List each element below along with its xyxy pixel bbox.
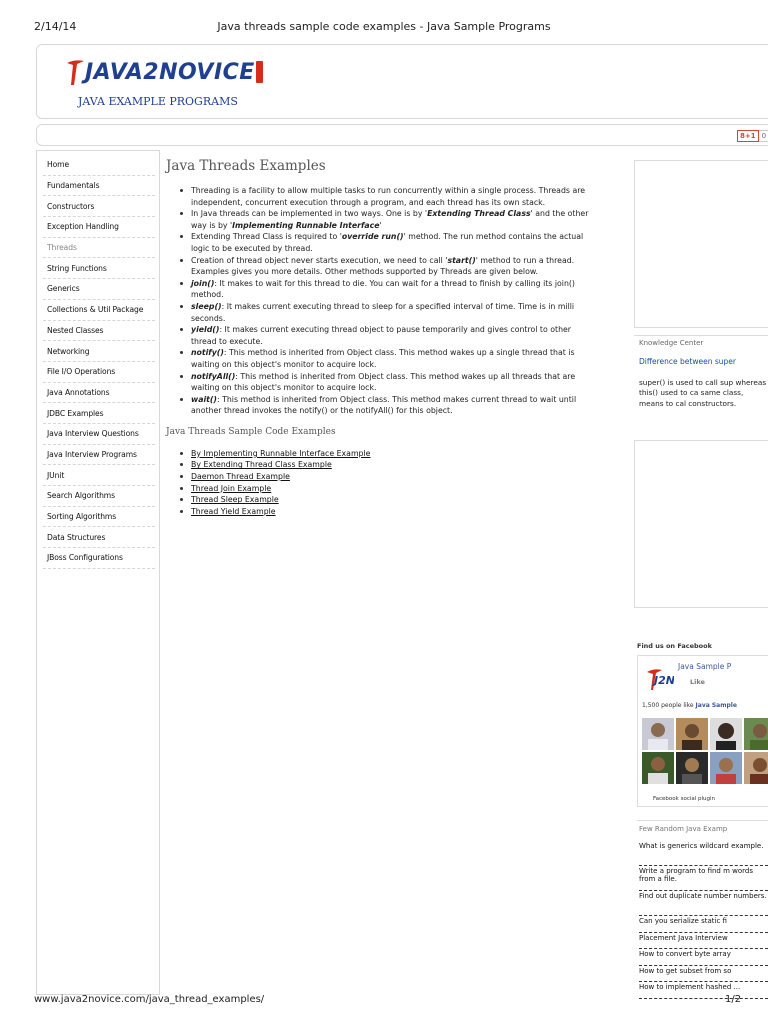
facebook-widget: [637, 655, 768, 807]
ad-slot-top[interactable]: [634, 160, 768, 328]
sidebar-item-interview-programs[interactable]: Java Interview Programs: [43, 445, 155, 466]
svg-text:J2N: J2N: [654, 674, 674, 687]
sidebar-item-nested-classes[interactable]: Nested Classes: [43, 321, 155, 342]
point-item: Creation of thread object never starts execution, we need to call 'start()' method to run a thread. Examples gives you more details. Other methods supported by Threads are given below.: [180, 255, 592, 278]
sidebar-item-collections[interactable]: Collections & Util Package: [43, 300, 155, 321]
print-header: [0, 0, 768, 40]
list-item: [180, 506, 596, 518]
sidebar-item-jdbc[interactable]: JDBC Examples: [43, 403, 155, 424]
print-title: Java threads sample code examples - Java Sample Programs: [217, 20, 551, 33]
random-example-item[interactable]: Placement Java Interview: [639, 933, 768, 950]
ad-slot-middle[interactable]: [634, 440, 768, 608]
avatar[interactable]: [676, 718, 708, 750]
gplus-label: 8+1: [737, 130, 759, 142]
print-date: 2/14/14: [34, 20, 77, 33]
print-page-number: 1/2: [725, 994, 742, 1005]
point-item: Extending Thread Class is required to 'override run()' method. The run method contains the actual logic to be executed by thread.: [180, 231, 592, 254]
point-item: notify(): This method is inherited from Object class. This method wakes up a single thread that is waiting on this object's monitor to acquire lock.: [180, 347, 592, 370]
list-item: [180, 448, 596, 460]
example-link-join[interactable]: Thread Join Example: [191, 483, 272, 493]
example-link-yield[interactable]: Thread Yield Example: [191, 506, 276, 516]
random-example-item[interactable]: Can you serialize static fi: [639, 916, 768, 933]
avatar[interactable]: [676, 752, 708, 784]
thread-points-list: [166, 185, 596, 417]
point-item: In Java threads can be implemented in two ways. One is by 'Extending Thread Class' and the other way is by 'Implementing Runnable Interface': [180, 208, 592, 231]
knowledge-center-label: Knowledge Center: [634, 335, 768, 347]
j2n-logo-icon: [644, 664, 674, 694]
random-example-item[interactable]: How to convert byte array: [639, 949, 768, 966]
list-item: [180, 459, 596, 471]
sidebar-item-exception-handling[interactable]: Exception Handling: [43, 217, 155, 238]
list-item: [180, 471, 596, 483]
sidebar-item-home[interactable]: Home: [43, 155, 155, 176]
sidebar-item-interview-questions[interactable]: Java Interview Questions: [43, 424, 155, 445]
sidebar-item-string-functions[interactable]: String Functions: [43, 258, 155, 279]
avatar[interactable]: [642, 718, 674, 750]
avatar[interactable]: [710, 752, 742, 784]
random-examples: [637, 820, 768, 999]
social-bar: [36, 124, 768, 146]
site-tagline: JAVA EXAMPLE PROGRAMS: [78, 95, 238, 108]
logo-badge-icon: [256, 61, 263, 83]
sidebar-item-jboss[interactable]: JBoss Configurations: [43, 548, 155, 569]
gplus-count: 0: [759, 130, 768, 142]
knowledge-center: [634, 335, 768, 422]
knowledge-center-text: super() is used to call sup whereas this() used to ca same class, means to cal constructors.: [639, 378, 767, 408]
print-url: www.java2novice.com/java_thread_examples/: [34, 994, 265, 1005]
sidebar-item-constructors[interactable]: Constructors: [43, 196, 155, 217]
examples-link-list: [166, 448, 596, 518]
sidebar-item-file-io[interactable]: File I/O Operations: [43, 362, 155, 383]
random-example-item[interactable]: How to get subset from so: [639, 966, 768, 983]
point-item: join(): It makes to wait for this thread to die. You can wait for a thread to finish by calling its join() method.: [180, 278, 592, 301]
avatar[interactable]: [744, 752, 768, 784]
sidebar-item-java-annotations[interactable]: Java Annotations: [43, 383, 155, 404]
random-examples-title: Few Random Java Examp: [639, 825, 728, 833]
avatar[interactable]: [642, 752, 674, 784]
random-example-item[interactable]: Write a program to find m words from a file.: [639, 866, 768, 891]
examples-subtitle: Java Threads Sample Code Examples: [166, 426, 336, 437]
fb-page-logo[interactable]: [644, 664, 674, 694]
sidebar-nav: [36, 150, 160, 995]
logo-swoosh-icon: [65, 57, 85, 87]
fb-page-name[interactable]: Java Sample P: [678, 662, 732, 671]
point-item: notifyAll(): This method is inherited from Object class. This method wakes up all threads that are waiting on this object's monitor to acquire lock.: [180, 371, 592, 394]
point-item: wait(): This method is inherited from Object class. This method makes current thread to wait until another thread invokes the notify() or the notifyAll() for this object.: [180, 394, 592, 417]
example-link-runnable[interactable]: By Implementing Runnable Interface Example: [191, 448, 371, 458]
sidebar-item-data-structures[interactable]: Data Structures: [43, 527, 155, 548]
knowledge-center-link[interactable]: Difference between super: [639, 357, 736, 366]
avatar[interactable]: [744, 718, 768, 750]
main-content: [166, 150, 596, 517]
sidebar-item-junit[interactable]: JUnit: [43, 465, 155, 486]
example-link-sleep[interactable]: Thread Sleep Example: [191, 495, 279, 505]
list-item: [180, 483, 596, 495]
site-header: [36, 44, 768, 119]
sidebar-item-generics[interactable]: Generics: [43, 279, 155, 300]
point-item: sleep(): It makes current executing thread to sleep for a specified interval of time. Time is in milli seconds.: [180, 301, 592, 324]
sidebar-item-networking[interactable]: Networking: [43, 341, 155, 362]
random-example-item[interactable]: How to implement hashed ...: [639, 982, 768, 999]
sidebar-item-threads[interactable]: Threads: [43, 238, 155, 259]
sidebar-item-search-algorithms[interactable]: Search Algorithms: [43, 486, 155, 507]
sidebar-item-sorting-algorithms[interactable]: Sorting Algorithms: [43, 507, 155, 528]
page-title: Java Threads Examples: [166, 158, 326, 174]
point-item: Threading is a facility to allow multiple tasks to run concurrently within a single process. Threads are independent, concurrent execution through a program, and each thread has its own stack.: [180, 185, 592, 208]
random-example-item[interactable]: Find out duplicate number numbers.: [639, 891, 768, 916]
facebook-title: Find us on Facebook: [637, 642, 712, 650]
logo-text: JAVA2NOVICE: [85, 59, 255, 85]
point-item: yield(): It makes current executing thread object to pause temporarily and gives control to other thread to execute.: [180, 324, 592, 347]
fb-social-plugin-label: Facebook social plugin: [653, 796, 716, 802]
avatar[interactable]: [710, 718, 742, 750]
gplus-button[interactable]: [737, 130, 768, 142]
site-logo[interactable]: [65, 57, 263, 87]
list-item: [180, 494, 596, 506]
fb-like-button[interactable]: Like: [690, 678, 705, 686]
fb-count-link[interactable]: Java Sample: [695, 702, 737, 709]
fb-like-count: 1,500 people like Java Sample: [642, 702, 737, 709]
sidebar-item-fundamentals[interactable]: Fundamentals: [43, 176, 155, 197]
example-link-daemon[interactable]: Daemon Thread Example: [191, 472, 290, 482]
random-example-item[interactable]: What is generics wildcard example.: [639, 841, 768, 866]
example-link-extending-thread[interactable]: By Extending Thread Class Example: [191, 460, 332, 470]
